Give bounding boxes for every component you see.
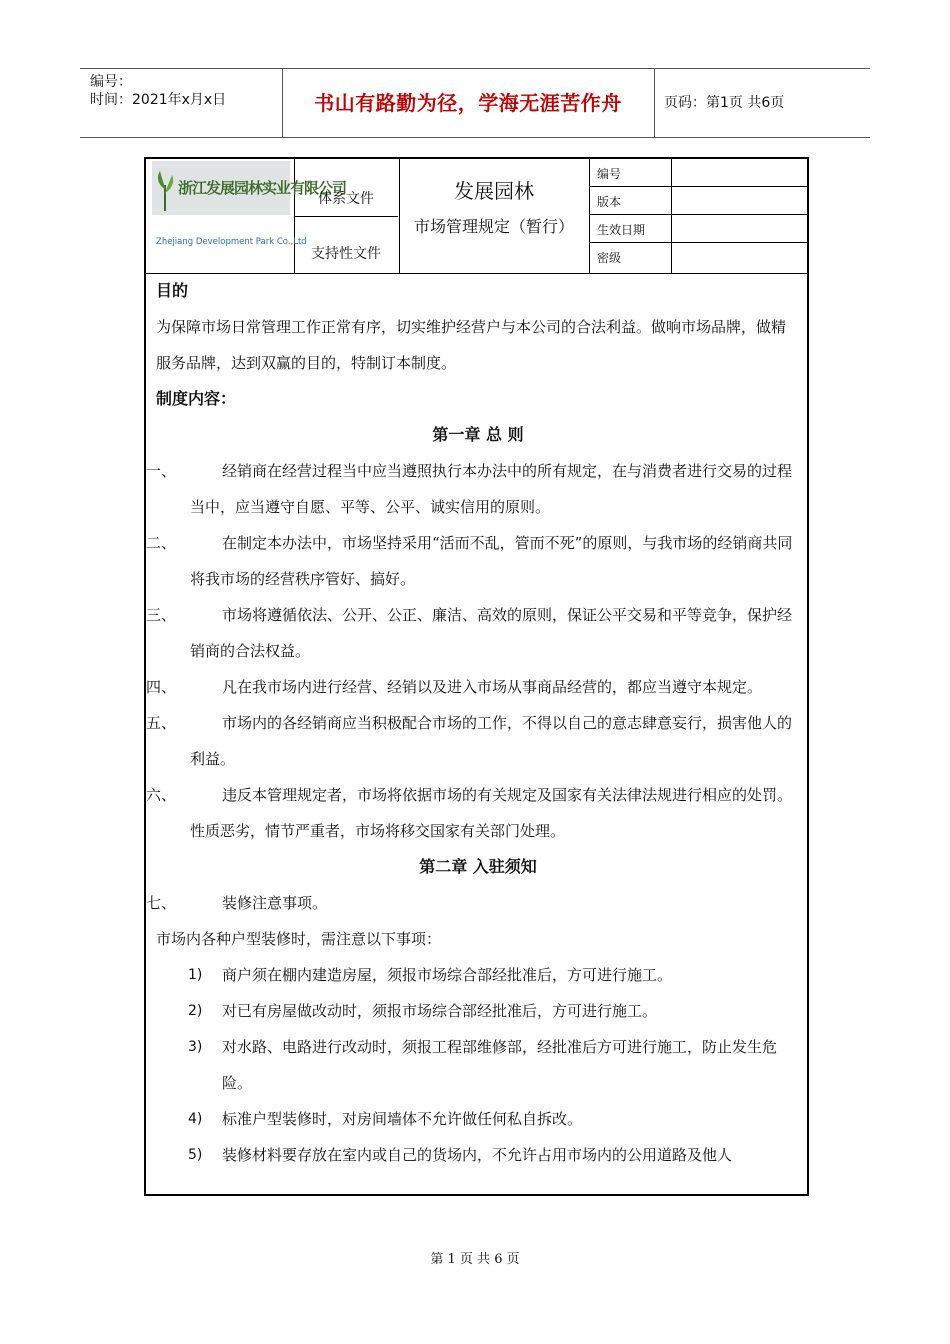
header-page-cell [654,69,870,137]
item-text: 凡在我市场内进行经营、经销以及进入市场从事商品经营的，都应当遵守本规定。 [222,678,763,696]
item-number: 七、 [146,894,177,912]
doc-title-cell [399,159,590,273]
doc-type-cell [294,159,400,273]
sub-item-text: 对水路、电路进行改动时，须报工程部维修部，经批准后方可进行施工，防止发生危险。 [222,1038,778,1092]
page-header [80,68,870,138]
list-item [146,777,800,849]
company-name-cn: 浙江发展园林实业有限公司 [178,179,347,197]
item-text: 市场内的各经销商应当积极配合市场的工作，不得以自己的意志肆意妄行，损害他人的利益。 [190,714,793,768]
item-number: 五、 [146,714,177,732]
sub-list-item [156,957,800,993]
document-header-table [146,159,807,274]
item-number: 四、 [146,678,177,696]
doc-type-system: 体系文件 [294,159,398,217]
company-name-en: Zhejiang Development Park Co.,Ltd [156,237,307,247]
list-item [146,885,800,921]
purpose-text: 为保障市场日常管理工作正常有序，切实维护经营户与本公司的合法利益。做响市场品牌，做精服务品牌，达到双赢的目的，特制订本制度。 [156,318,787,372]
sub-list-item [156,1029,800,1101]
intro-text: 市场内各种户型装修时，需注意以下事项： [156,930,442,948]
sub-item-number: 2) [188,1003,203,1019]
field-values [671,159,807,273]
purpose-heading: 目的 [156,281,189,300]
sub-item-text: 标准户型装修时，对房间墙体不允许做任何私自拆改。 [222,1110,583,1128]
label-version: 版本 [589,187,671,215]
sub-item-text: 商户须在棚内建造房屋，须报市场综合部经批准后，方可进行施工。 [222,966,673,984]
sub-item-number: 3) [188,1039,203,1055]
sub-list-item [156,1137,800,1173]
list-item [146,597,800,669]
document-body [146,273,800,1173]
org-name: 发展园林 [454,179,534,203]
sub-list-item [156,1101,800,1137]
sub-item-number: 4) [188,1111,203,1127]
document-frame [144,157,809,1196]
system-heading: 制度内容： [156,389,237,408]
sub-item-text: 对已有房屋做改动时，须报市场综合部经批准后，方可进行施工。 [222,1002,658,1020]
item-number: 一、 [146,462,177,480]
item-text: 装修注意事项。 [222,894,328,912]
list-item [146,525,800,597]
item-text: 违反本管理规定者，市场将依据市场的有关规定及国家有关法律法规进行相应的处罚。性质恶劣，情节严重者，市场将移交国家有关部门处理。 [190,786,793,840]
label-code: 编号 [589,159,671,187]
item-number: 三、 [146,606,177,624]
field-labels [589,159,672,273]
tree-icon [154,167,176,211]
list-item [146,705,800,777]
page-footer: 第 1 页 共 6 页 [430,1252,520,1267]
value-classification [671,243,807,273]
item-text: 经销商在经营过程当中应当遵照执行本办法中的所有规定，在与消费者进行交易的过程当中，应当遵守自愿、平等、公平、诚实信用的原则。 [190,462,793,516]
sub-list-item [156,993,800,1029]
chapter-heading: 第一章 总 则 [432,425,524,444]
value-code [671,159,807,187]
chapter-heading: 第二章 入驻须知 [419,857,537,876]
doc-type-support: 支持性文件 [311,246,381,262]
sub-item-number: 1) [188,967,203,983]
value-version [671,187,807,215]
list-item [146,453,800,525]
label-classification: 密级 [597,251,622,265]
time-label: 时间：2021年x月x日 [90,92,227,108]
header-motto-cell [282,69,655,137]
list-item [146,669,800,705]
motto: 书山有路勤为径，学海无涯苦作舟 [314,91,622,115]
item-text: 市场将遵循依法、公开、公正、廉洁、高效的原则，保证公平交易和平等竞争，保护经销商的合法权益。 [190,606,793,660]
value-effective-date [671,215,807,243]
header-meta-cell [80,69,283,137]
sub-item-text: 装修材料要存放在室内或自己的货场内，不允许占用市场内的公用道路及他人 [222,1146,733,1164]
item-number: 二、 [146,534,177,552]
item-text: 在制定本办法中，市场坚持采用“活而不乱，管而不死”的原则，与我市场的经销商共同将我市场的经营秩序管好、搞好。 [190,534,793,588]
item-number: 六、 [146,786,177,804]
page-label: 页码：第1页 共6页 [664,95,785,111]
code-label: 编号： [90,74,132,90]
label-effective-date: 生效日期 [589,215,671,243]
sub-item-number: 5) [188,1147,203,1163]
doc-title: 市场管理规定（暂行） [414,217,575,236]
